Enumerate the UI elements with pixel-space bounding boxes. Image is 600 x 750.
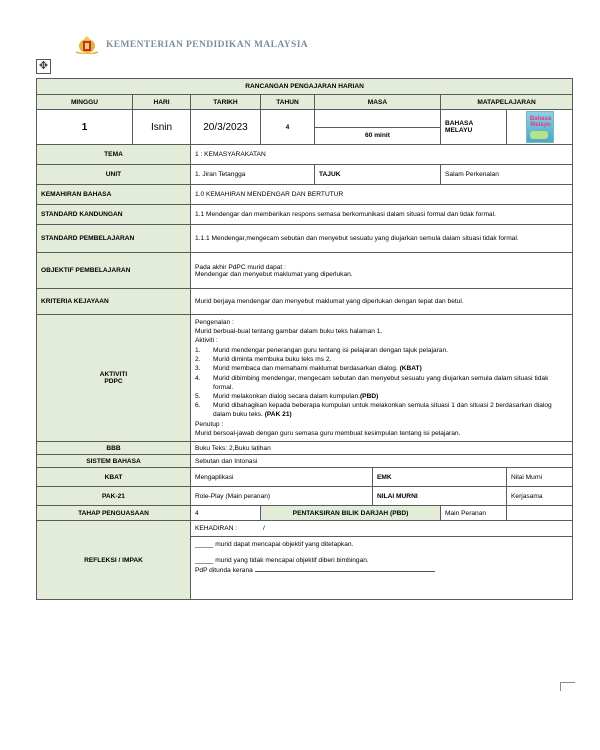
kriteria-value: Murid berjaya mendengar dan menyebut maklumat yang diperlukan dengan tepat dan betul. (191, 289, 573, 315)
col-matapelajaran: MATAPELAJARAN (441, 95, 573, 110)
col-hari: HARI (133, 95, 191, 110)
list-item: 2. Murid diminta membuka buku teks ms 2. (195, 356, 332, 364)
col-tahun: TAHUN (261, 95, 315, 110)
list-item: 5. Murid melakonkan dialog secara dalam kumpulan.(PBD) (195, 392, 379, 400)
tarikh-value: 20/3/2023 (191, 110, 261, 145)
list-item: 4. Murid dibimbing mendengar, mengecam sebutan dan menyebut sesuatu yang diujarkan semula dalam situasi tidak formal. (195, 374, 549, 391)
list-item: 6. Murid dibahagikan kepada beberapa kumpulan untuk melakonkan semula situasi 1 dan situasi 2 berdasarkan dialog dalam buku teks. (PAK 21) (195, 401, 552, 418)
objektif-label: OBJEKTIF PEMBELAJARAN (37, 253, 191, 289)
hari-value: Isnin (133, 110, 191, 145)
pbd-value: Main Peranan (441, 506, 507, 521)
list-item: 3. Murid membaca dan memahami maklumat berdasarkan dialog. (KBAT) (195, 365, 422, 373)
refleksi-line3: PdP ditunda kerana (195, 566, 568, 576)
nilai-murni-label: NILAI MURNI (373, 487, 507, 506)
tema-label: TEMA (37, 145, 191, 165)
masa-empty (315, 110, 441, 128)
masa-value: 60 minit (315, 127, 441, 145)
aktiviti-content (191, 315, 573, 442)
penutup-label: Penutup : (195, 421, 224, 429)
kehadiran-slash: / (262, 525, 265, 533)
tajuk-label: TAJUK (315, 165, 441, 185)
table-title: RANCANGAN PENGAJARAN HARIAN (37, 79, 573, 95)
col-tarikh: TARIKH (191, 95, 261, 110)
tajuk-value: Salam Perkenalan (441, 165, 573, 185)
malaysia-crest-icon (74, 36, 100, 54)
page-corner-mark (560, 682, 575, 691)
refleksi-line1: _____ murid dapat mencapai objektif yang ditetapkan. (195, 541, 354, 549)
pak21-label: PAK-21 (37, 487, 191, 506)
nilai-murni-value: Kerjasama (507, 487, 573, 506)
kbat-label: KBAT (37, 468, 191, 487)
tema-value: 1 : KEMASYARAKATAN (191, 145, 573, 165)
refleksi-content (191, 537, 573, 600)
kemahiran-label: KEMAHIRAN BAHASA (37, 185, 191, 205)
aktiviti-label (37, 315, 191, 442)
col-minggu: MINGGU (37, 95, 133, 110)
standard-kandungan-label: STANDARD KANDUNGAN (37, 205, 191, 225)
refleksi-label: REFLEKSI / IMPAK (37, 521, 191, 600)
minggu-value: 1 (37, 110, 133, 145)
tahap-label: TAHAP PENGUASAAN (37, 506, 191, 521)
tahun-value: 4 (261, 110, 315, 145)
kemahiran-value: 1.0 KEMAHIRAN MENDENGAR DAN BERTUTUR (191, 185, 573, 205)
table-move-handle-icon[interactable]: ✥ (36, 59, 51, 74)
standard-kandungan-value: 1.1 Mendengar dan memberikan respons semasa berkomunikasi dalam situasi formal dan tidak formal. (191, 205, 573, 225)
pbd-empty (507, 506, 573, 521)
kbat-value: Mengaplikasi (191, 468, 373, 487)
kehadiran-row (191, 521, 573, 537)
standard-pembelajaran-label: STANDARD PEMBELAJARAN (37, 225, 191, 253)
book-cover (507, 110, 573, 145)
unit-label: UNIT (37, 165, 191, 185)
emk-label: EMK (373, 468, 507, 487)
book-cover-title: Bahasa Melayu (529, 116, 552, 128)
sistem-label: SISTEM BAHASA (37, 455, 191, 468)
col-masa: MASA (315, 95, 441, 110)
emk-value: Nilai Murni (507, 468, 573, 487)
subject-value: BAHASA MELAYU (441, 110, 507, 145)
objektif-line2: Mendengar dan menyebut maklumat yang diperlukan. (195, 270, 353, 278)
document-header (74, 35, 308, 55)
pak21-value: Role-Play (Main peranan) (191, 487, 373, 506)
aktiviti-label-1: AKTIVITI (99, 371, 128, 379)
pengenalan-label: Pengenalan : (195, 319, 234, 326)
refleksi-line2: _____ murid yang tidak mencapai objektif diberi bimbingan. (195, 557, 369, 565)
aktiviti-label-2: PDPC (104, 378, 123, 386)
lesson-plan-table (36, 78, 573, 600)
bbb-label: BBB (37, 442, 191, 455)
ministry-name: KEMENTERIAN PENDIDIKAN MALAYSIA (106, 40, 309, 50)
sistem-value: Sebutan dan Intonasi (191, 455, 573, 468)
bbb-value: Buku Teks: 2,Buku latihan (191, 442, 573, 455)
tahap-value: 4 (191, 506, 261, 521)
kehadiran-label: KEHADIRAN : (195, 525, 238, 533)
unit-value: 1. Jiran Tetangga (191, 165, 315, 185)
aktiviti-steps (195, 346, 568, 419)
objektif-value (191, 253, 573, 289)
reason-blank-line (255, 566, 435, 572)
book-cover-image (526, 111, 554, 143)
pbd-label: PENTAKSIRAN BILIK DARJAH (PBD) (261, 506, 441, 521)
pengenalan-text: Murid berbual-bual tentang gambar dalam buku teks halaman 1. (195, 328, 383, 336)
kriteria-label: KRITERIA KEJAYAAN (37, 289, 191, 315)
objektif-line1: Pada akhir PdPC murid dapat : (195, 263, 286, 271)
aktiviti-sub-label: Aktiviti : (195, 337, 218, 345)
standard-pembelajaran-value: 1.1.1 Mendengar,mengecam sebutan dan menyebut sesuatu yang diujarkan semula dalam situasi tidak formal. (191, 225, 573, 253)
penutup-text: Murid bersoal-jawab dengan guru semasa guru membuat kesimpulan tentang isi pelajaran. (195, 430, 461, 438)
list-item: 1. Murid mendengar penerangan guru tentang isi pelajaran dengan tajuk pelajaran. (195, 347, 448, 355)
